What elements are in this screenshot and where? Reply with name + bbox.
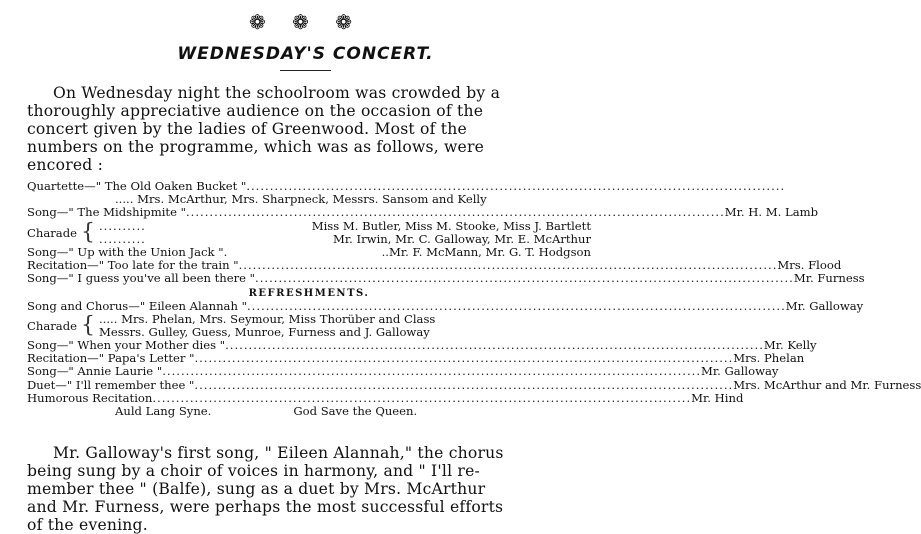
programme-item: Recitation—" Too late for the train " bbox=[27, 258, 239, 273]
closing-right: God Save the Queen. bbox=[293, 404, 418, 419]
programme-performer: ..... Mrs. McArthur, Mrs. Sharpneck, Messrs. Sansom and Kelly bbox=[115, 192, 487, 207]
title-rule bbox=[280, 70, 331, 71]
intro-line: numbers on the programme, which was as follows, were bbox=[27, 138, 485, 156]
leader-dots: ................................................................................................................... bbox=[152, 390, 692, 405]
programme-performer: Mrs. Flood bbox=[777, 258, 842, 273]
closing-left: Auld Lang Syne. bbox=[115, 404, 212, 419]
leader-dots: ................................................................................................................... bbox=[255, 271, 794, 286]
closing-paragraph bbox=[27, 444, 591, 534]
programme-performer: Mrs. McArthur and Mr. Furness bbox=[733, 377, 921, 392]
leader-dots: ................................................................................................................... bbox=[238, 258, 778, 273]
ornament-divider: ❁ ❁ ❁ bbox=[249, 10, 362, 34]
programme-item: Duet—" I'll remember thee " bbox=[27, 377, 195, 392]
leader-dots: ................................................................................................................... bbox=[194, 377, 734, 392]
programme-item: Song—" Up with the Union Jack " bbox=[27, 244, 224, 259]
refreshments-heading: REFRESHMENTS. bbox=[248, 287, 370, 299]
programme-performer: Mr. H. M. Lamb bbox=[724, 205, 819, 220]
leader-dots: .......... bbox=[99, 231, 146, 246]
programme-row bbox=[99, 313, 591, 326]
brace-icon: { bbox=[81, 312, 95, 338]
closing-line: member thee " (Balfe), sung as a duet by Mrs. McArthur bbox=[27, 480, 486, 498]
leader-dots: ................................................................................................................... bbox=[185, 205, 725, 220]
charade-label: Charade bbox=[27, 318, 77, 333]
closing-line: of the evening. bbox=[27, 516, 148, 534]
programme-performer: Messrs. Gulley, Guess, Munroe, Furness and J. Galloway bbox=[99, 324, 430, 339]
leader-dots: .......... bbox=[99, 218, 146, 233]
programme-row bbox=[99, 233, 591, 246]
programme-row bbox=[27, 364, 779, 379]
programme-row bbox=[27, 205, 819, 220]
programme-item: Quartette—" The Old Oaken Bucket " bbox=[27, 179, 247, 193]
programme-item: Song—" The Midshipmite " bbox=[27, 205, 186, 220]
programme-performer: Mr. Hind bbox=[691, 390, 744, 405]
article-title: WEDNESDAY'S CONCERT. bbox=[177, 44, 434, 64]
programme-row bbox=[99, 220, 591, 233]
intro-line: encored : bbox=[27, 156, 104, 174]
programme-performer: Mr. Furness bbox=[793, 271, 865, 286]
brace-icon: { bbox=[81, 219, 95, 245]
charade-cast bbox=[99, 313, 591, 339]
closing-line: and Mr. Furness, were perhaps the most successful efforts bbox=[27, 498, 504, 516]
intro-line: On Wednesday night the schoolroom was crowded by a bbox=[53, 84, 501, 102]
programme-item: Song—" When your Mother dies " bbox=[27, 338, 226, 353]
closing-line: being sung by a choir of voices in harmony, and " I'll re- bbox=[27, 462, 480, 480]
intro-paragraph bbox=[27, 84, 591, 174]
programme-performer: Mr. Galloway bbox=[701, 364, 779, 379]
programme-item: Recitation—" Papa's Letter " bbox=[27, 351, 195, 366]
programme-item: Humorous Recitation bbox=[27, 390, 153, 405]
programme-row bbox=[99, 326, 591, 339]
charade-cast bbox=[99, 220, 591, 246]
leader-dots: ................................................................................................................... bbox=[194, 351, 734, 366]
programme-performer: Mrs. Phelan bbox=[733, 351, 805, 366]
charade-block bbox=[27, 313, 591, 339]
programme-item: Song—" Annie Laurie " bbox=[27, 364, 163, 379]
programme-list bbox=[27, 179, 921, 419]
programme-row bbox=[27, 271, 865, 286]
closing-anthems bbox=[27, 405, 591, 418]
programme-performer: Mr. Galloway bbox=[785, 298, 864, 313]
leader-dots: ................................................................................................................... bbox=[225, 338, 764, 353]
programme-performer: Miss M. Butler, Miss M. Stooke, Miss J. Bartlett bbox=[311, 218, 591, 233]
programme-item: Song and Chorus—" Eileen Alannah " bbox=[27, 298, 247, 313]
closing-line: Mr. Galloway's first song, " Eileen Alannah," the chorus bbox=[53, 444, 504, 462]
programme-item: Song—" I guess you've all been there " bbox=[27, 271, 256, 286]
leader-dots: ................................................................................................................... bbox=[162, 364, 702, 379]
programme-performer: ..Mr. F. McMann, Mr. G. T. Hodgson bbox=[381, 244, 591, 259]
programme-row bbox=[27, 377, 921, 392]
programme-row bbox=[27, 298, 864, 313]
leader-dots: . bbox=[223, 244, 229, 259]
intro-line: thoroughly appreciative audience on the occasion of the bbox=[27, 102, 484, 120]
charade-block bbox=[27, 220, 591, 246]
programme-performer: Mr. Kelly bbox=[763, 338, 817, 353]
programme-performer: Mr. Irwin, Mr. C. Galloway, Mr. E. McArthur bbox=[333, 231, 591, 246]
charade-label: Charade bbox=[27, 225, 77, 240]
programme-performer: ..... Mrs. Phelan, Mrs. Seymour, Miss Thorüber and Class bbox=[99, 311, 436, 326]
leader-dots: ................................................................................................................... bbox=[246, 179, 786, 193]
leader-dots: ................................................................................................................... bbox=[246, 298, 786, 313]
intro-line: concert given by the ladies of Greenwood. Most of the bbox=[27, 120, 467, 138]
